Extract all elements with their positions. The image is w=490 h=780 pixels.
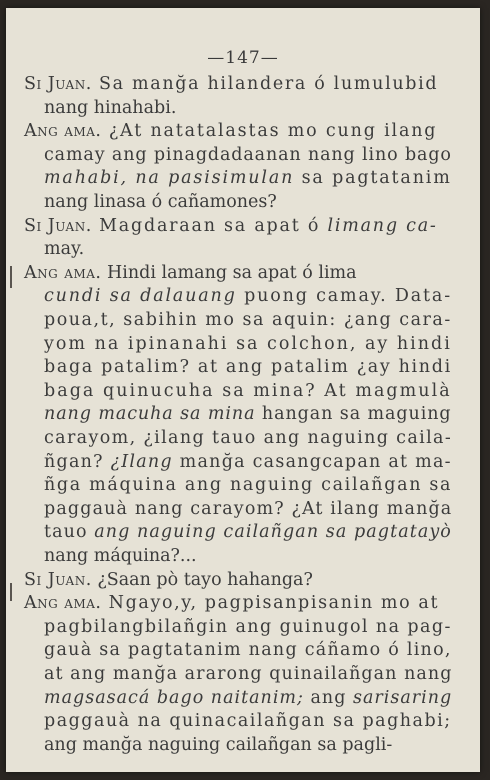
text-segment: hangan sa maguing bbox=[255, 404, 452, 425]
text-line bbox=[44, 638, 452, 662]
text-line bbox=[24, 214, 438, 238]
text-segment: nang máquina?... bbox=[44, 546, 197, 566]
text-segment: may. bbox=[44, 239, 85, 260]
text-line bbox=[44, 96, 176, 120]
speaker-label: Si Juan. bbox=[24, 74, 92, 94]
text-line bbox=[44, 733, 392, 757]
text-segment: paggauà na quinacailañgan sa paghabi; bbox=[44, 711, 452, 732]
margin-mark bbox=[10, 266, 12, 288]
speaker-label: Ang ama. bbox=[24, 262, 102, 283]
text-segment: ang manğa naguing cailañgan sa pagli- bbox=[44, 734, 393, 755]
text-line bbox=[44, 709, 452, 733]
text-segment: ¿Ilang bbox=[110, 451, 173, 472]
text-line bbox=[44, 143, 452, 167]
text-line bbox=[44, 379, 452, 403]
text-line bbox=[44, 615, 452, 639]
text-segment: nang hinahabi. bbox=[44, 97, 177, 118]
text-line bbox=[24, 261, 357, 285]
speaker-label: Ang ama. bbox=[24, 593, 102, 614]
text-line bbox=[44, 332, 452, 356]
text-line bbox=[44, 497, 452, 521]
text-segment: ang naguing cailañgan sa pagtatayò bbox=[94, 522, 452, 543]
text-line bbox=[44, 544, 197, 568]
text-line bbox=[44, 686, 452, 710]
text-line bbox=[24, 72, 438, 96]
text-segment: Ngayo,y, pagpisanpisanin mo at bbox=[101, 593, 440, 614]
text-line bbox=[44, 284, 452, 308]
text-segment: yom na ipinanahi sa colchon, ay hindi bbox=[44, 333, 452, 354]
text-segment: sa pagtatanim bbox=[294, 168, 452, 189]
text-line bbox=[44, 450, 452, 474]
text-segment: tauo bbox=[44, 522, 95, 543]
text-segment: camay ang pinagdadaanan nang lino bago bbox=[44, 144, 452, 165]
text-line bbox=[44, 166, 452, 190]
text-line bbox=[44, 520, 452, 544]
text-line bbox=[44, 190, 277, 214]
book-page bbox=[6, 8, 480, 772]
speaker-label: Ang ama. bbox=[24, 121, 102, 142]
text-line bbox=[24, 568, 313, 592]
text-segment: gauà sa pagtatanim nang cáñamo ó lino, bbox=[44, 640, 452, 661]
text-segment: baga quinucuha sa mina? At magmulà bbox=[44, 380, 452, 401]
text-segment: nang linasa ó cañamones? bbox=[44, 192, 277, 212]
text-segment: nang macuha sa mina bbox=[44, 404, 256, 425]
text-segment: Sa manğa hilandera ó lumulubid bbox=[91, 74, 439, 94]
text-segment: baga patalim? at ang patalim ¿ay hindi bbox=[44, 357, 452, 378]
text-line bbox=[44, 402, 452, 426]
text-segment: at ang manğa ararong quinailañgan nang bbox=[44, 664, 453, 684]
text-segment: poua,t, sabihin mo sa aquin: ¿ang cara- bbox=[44, 310, 452, 330]
text-segment: magsasacá bago naitanim; bbox=[44, 687, 304, 708]
text-segment: ñgan? bbox=[44, 451, 111, 472]
text-segment: pagbilangbilañgin ang guinugol na pag- bbox=[44, 616, 452, 637]
text-line bbox=[44, 662, 452, 686]
text-line bbox=[44, 473, 452, 497]
text-line bbox=[44, 237, 84, 261]
text-segment: limang ca- bbox=[327, 215, 438, 236]
text-line bbox=[44, 426, 452, 450]
text-segment: Magdaraan sa apat ó bbox=[91, 215, 328, 236]
text-segment: ñga máquina ang naguing cailañgan sa bbox=[44, 475, 453, 496]
text-line bbox=[44, 355, 452, 379]
text-segment: carayom, ¿ilang tauo ang naguing caila- bbox=[44, 428, 453, 448]
text-segment: mahabi, na pasisimulan bbox=[44, 168, 295, 189]
speaker-label: Si Juan. bbox=[24, 215, 92, 236]
text-segment: Hindi lamang sa apat ó lima bbox=[101, 262, 357, 283]
text-segment: ¿At natatalastas mo cung ilang bbox=[101, 121, 438, 142]
margin-mark bbox=[10, 583, 12, 601]
text-segment: cundi sa dalauang bbox=[44, 286, 237, 307]
text-segment: ¿Saan pò tayo hahanga? bbox=[91, 569, 313, 590]
text-segment: paggauà nang carayom? ¿At ilang manğa bbox=[44, 498, 453, 519]
page-number: —147— bbox=[207, 48, 279, 68]
text-segment: puong camay. Data- bbox=[236, 286, 452, 307]
text-segment: manğa casangcapan at ma- bbox=[172, 451, 452, 472]
text-segment: sarisaring bbox=[352, 687, 453, 708]
text-line bbox=[44, 308, 452, 332]
text-segment: ang bbox=[303, 687, 353, 708]
speaker-label: Si Juan. bbox=[24, 569, 92, 590]
text-line bbox=[24, 119, 437, 143]
text-line bbox=[24, 591, 439, 615]
